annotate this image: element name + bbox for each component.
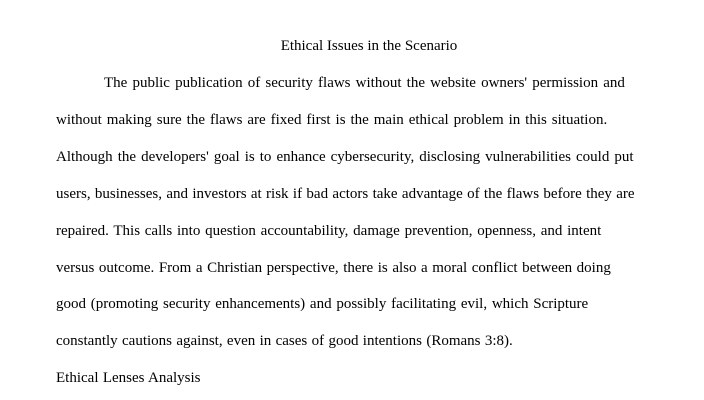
paragraph-line: versus outcome. From a Christian perspective, there is also a moral conflict between doing bbox=[56, 260, 611, 276]
paragraph-line: Although the developers' goal is to enhance cybersecurity, disclosing vulnerabilities could put bbox=[56, 149, 634, 165]
section-title: Ethical Issues in the Scenario bbox=[280, 38, 458, 54]
paragraph-line: without making sure the flaws are fixed first is the main ethical problem in this situation. bbox=[56, 112, 608, 128]
paragraph-line: constantly cautions against, even in cases of good intentions (Romans 3:8). bbox=[56, 333, 513, 349]
paragraph-line: The public publication of security flaws without the website owners' permission and bbox=[104, 75, 625, 91]
paragraph-line: users, businesses, and investors at risk if bad actors take advantage of the flaws before they are bbox=[56, 186, 635, 202]
paragraph-line: good (promoting security enhancements) and possibly facilitating evil, which Scripture bbox=[56, 296, 589, 312]
paragraph-line: repaired. This calls into question accountability, damage prevention, openness, and intent bbox=[56, 223, 602, 239]
section-heading: Ethical Lenses Analysis bbox=[56, 370, 201, 386]
